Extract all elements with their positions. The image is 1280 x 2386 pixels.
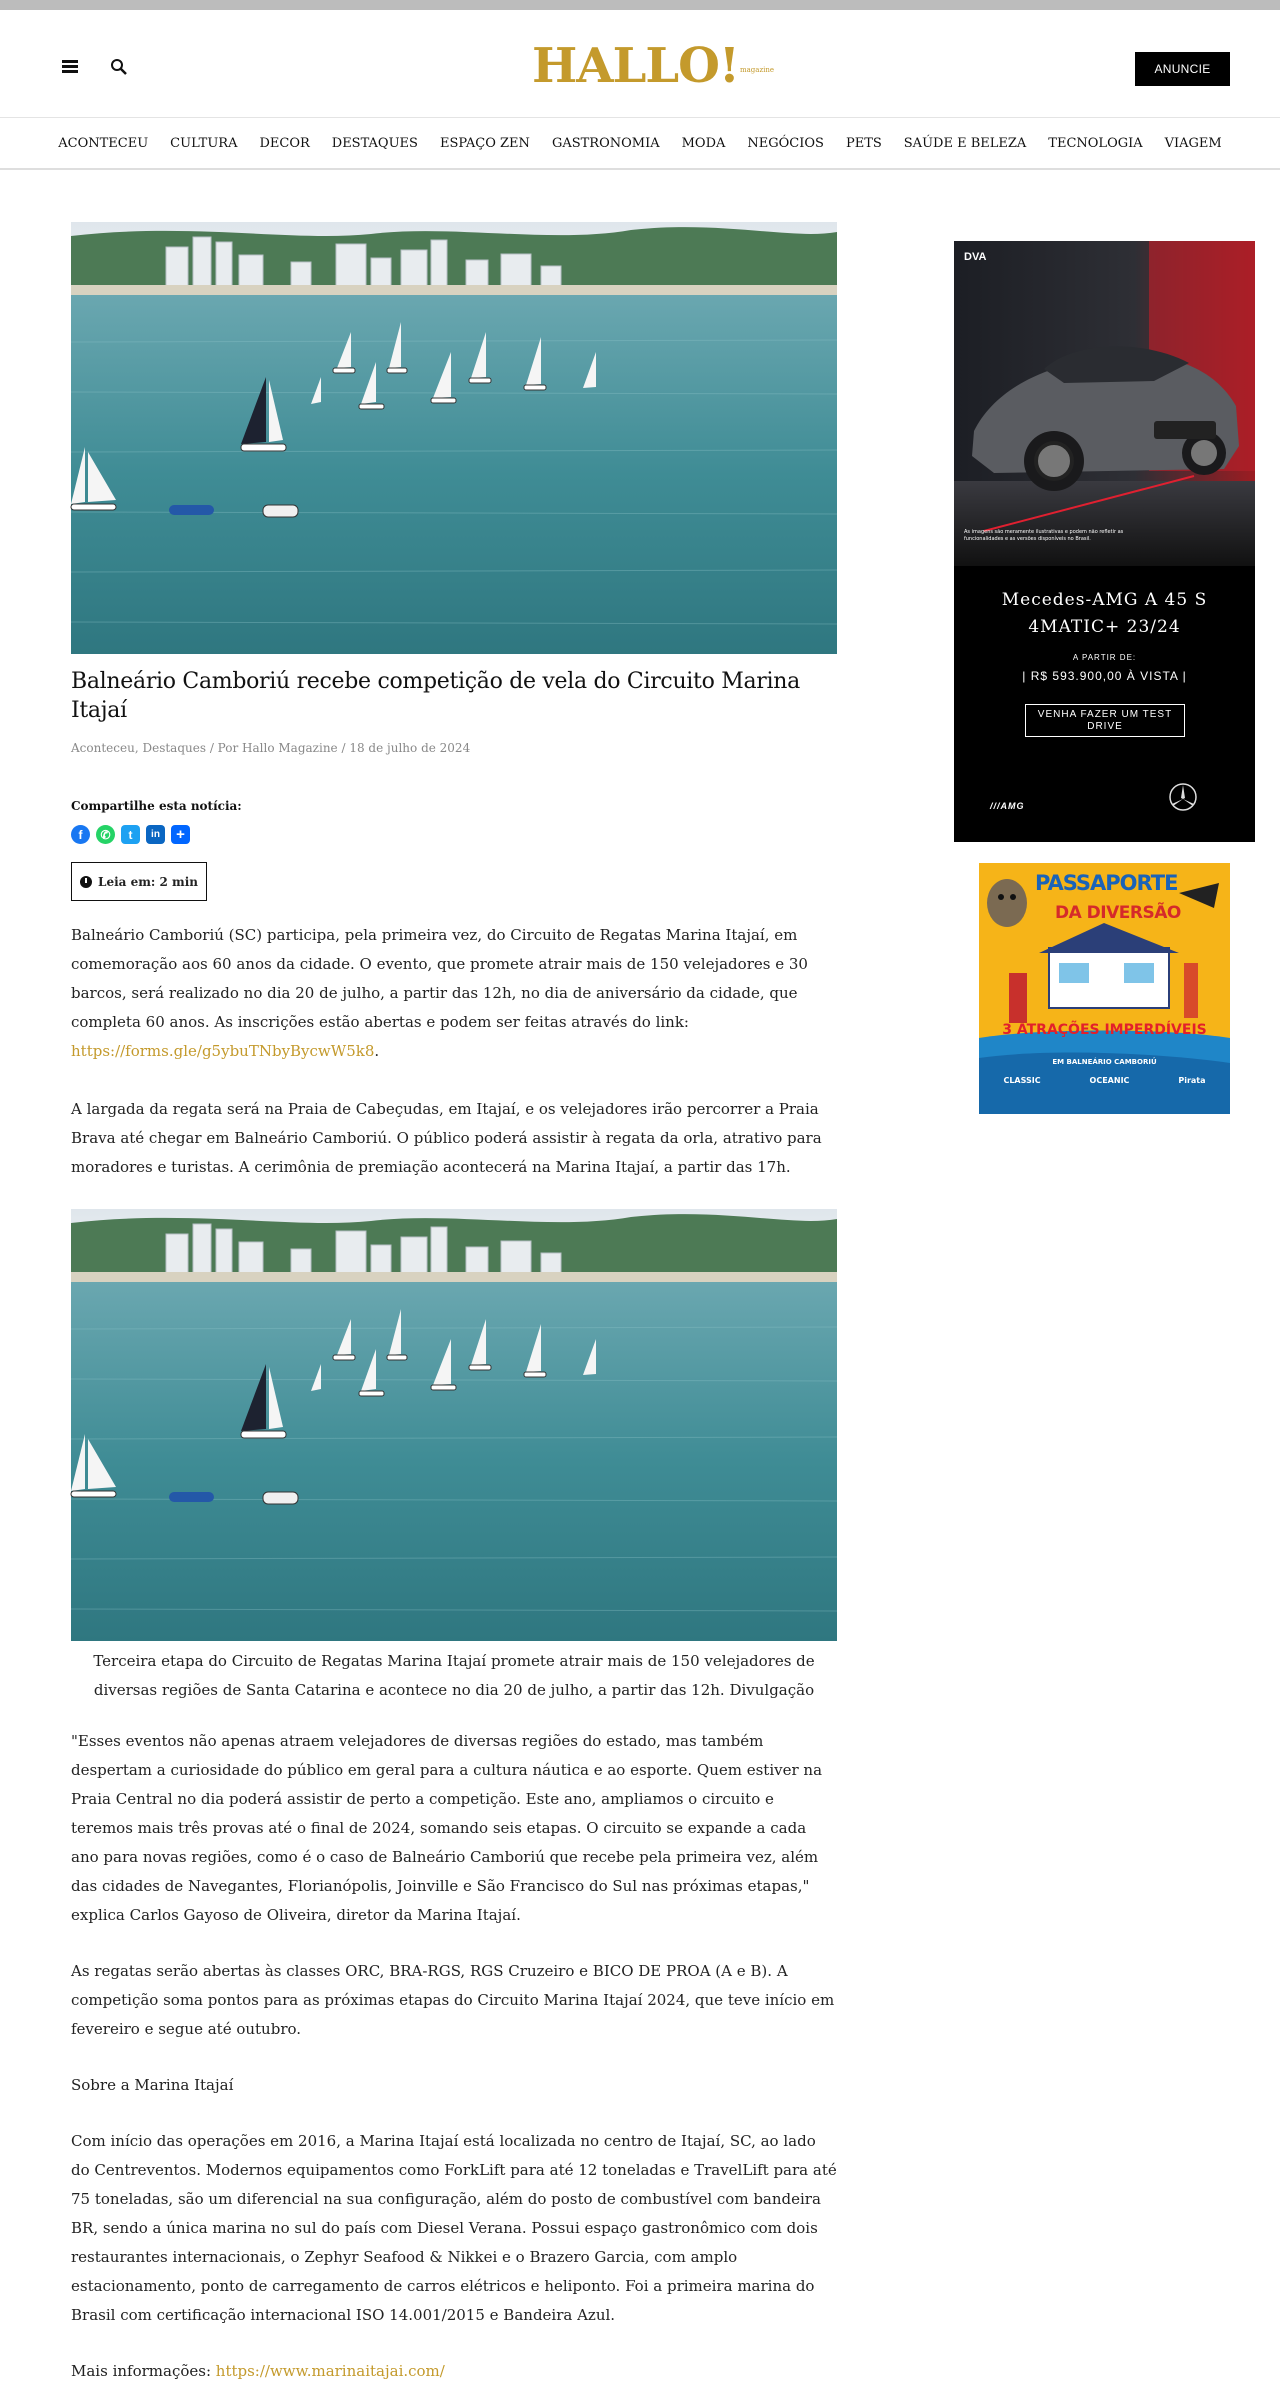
passaporte-brands (979, 1076, 1230, 1085)
meta-comma: , (134, 741, 143, 756)
article-title: Balneário Camboriú recebe competição de vela do Circuito Marina Itajaí (71, 669, 800, 723)
twitter-icon[interactable]: t (121, 825, 140, 844)
paragraph-7-text: Mais informações: (71, 2362, 216, 2381)
nav-item-tecnologia[interactable]: TECNOLOGIA (1048, 135, 1143, 151)
nav-item-gastronomia[interactable]: GASTRONOMIA (551, 135, 660, 151)
car-price-label: A PARTIR DE: (1072, 653, 1137, 662)
svg-text:funcionalidades e as versões d: funcionalidades e as versões disponíveis no Brasil. (964, 536, 1091, 542)
brand-oceanic: OCEANIC (1089, 1076, 1130, 1085)
image-caption: Terceira etapa do Circuito de Regatas Marina Itajaí promete atrair mais de 150 velejadores de diversas regiões de Santa Catarina e acontece no dia 20 de julho, a partir das 12h. Divulgação (93, 1652, 815, 1700)
passaporte-location: EM BALNEÁRIO CAMBORIÚ (1052, 1058, 1157, 1066)
nav-item-destaques[interactable]: DESTAQUES (331, 135, 418, 151)
main-nav (0, 118, 1280, 170)
nav-item-viagem[interactable]: VIAGEM (1164, 135, 1222, 151)
category-link-destaques[interactable]: Destaques (142, 741, 206, 756)
paragraph-2: A largada da regata será na Praia de Cabeçudas, em Itajaí, e os velejadores irão percorrer a Praia Brava até chegar em Balneário Camboriú. O público poderá assistir à regata da orla, atrativo para moradores e turistas. A cerimônia de premiação acontecerá na Marina Itajaí, a partir das 17h. (71, 1100, 822, 1177)
nav-item-sa-de-e-beleza[interactable]: SAÚDE E BELEZA (903, 135, 1027, 151)
brand-pirata: Pirata (1178, 1076, 1206, 1085)
paragraph-4: As regatas serão abertas às classes ORC, BRA-RGS, RGS Cruzeiro e BICO DE PROA (A e B). A competição soma pontos para as próximas etapas do Circuito Marina Itajaí 2024, que teve início em fevereiro e segue até outubro. (71, 1962, 835, 2039)
article (71, 222, 837, 2386)
hamburger-icon[interactable] (62, 60, 78, 73)
car-ad-image (954, 241, 1255, 566)
share-buttons (71, 825, 837, 844)
car-price: | R$ 593.900,00 À VISTA | (1022, 669, 1187, 683)
paragraph-1-end: . (374, 1042, 380, 1061)
category-link-aconteceu[interactable]: Aconteceu (71, 741, 135, 756)
nav-item-moda[interactable]: MODA (681, 135, 726, 151)
nav-item-neg-cios[interactable]: NEGÓCIOS (747, 135, 824, 151)
nav-item-espa-o-zen[interactable]: ESPAÇO ZEN (439, 135, 530, 151)
meta-separator: / Por (206, 741, 243, 756)
site-logo[interactable]: HALLO!magazine (532, 38, 775, 94)
read-time-badge (71, 862, 207, 901)
article-date: / 18 de julho de 2024 (337, 741, 471, 756)
car-ad[interactable] (954, 241, 1255, 842)
read-time-label: Leia em: 2 min (98, 874, 199, 889)
nav-item-pets[interactable]: PETS (845, 135, 882, 151)
paragraph-3: "Esses eventos não apenas atraem velejadores de diversas regiões do estado, mas também despertam a curiosidade do público em geral para a cultura náutica e ao esporte. Quem estiver na Praia Central no dia poderá assistir de perto a competição. Este ano, ampliamos o circuito e teremos mais três provas até o final de 2024, somando seis etapas. O circuito se expande a cada ano para novas regiões, como é o caso de Balneário Camboriú que recebe pela primeira vez, além das cidades de Navegantes, Florianópolis, Joinville e São Francisco do Sul nas próximas etapas," explica Carlos Gayoso de Oliveira, diretor da Marina Itajaí. (71, 1732, 823, 1925)
dealer-badge: DVA (964, 251, 987, 263)
amg-logo: ///AMG (990, 801, 1025, 811)
share-plus-icon[interactable]: + (171, 825, 190, 844)
linkedin-icon[interactable]: in (146, 825, 165, 844)
passaporte-title: PASSAPORTE (1035, 871, 1178, 895)
nav-item-aconteceu[interactable]: ACONTECEU (58, 135, 149, 151)
paragraph-1 (71, 921, 837, 1066)
signup-link[interactable]: https://forms.gle/g5ybuTNbyBycwW5k8 (71, 1042, 375, 1061)
mercedes-star-icon (1168, 782, 1198, 812)
nav-item-decor[interactable]: DECOR (259, 135, 310, 151)
anuncie-button[interactable]: ANUNCIE (1135, 52, 1230, 86)
svg-text:As imagens são meramente ilust: As imagens são meramente ilustrativas e podem não refletir as (964, 529, 1124, 535)
passaporte-subtitle: DA DIVERSÃO (1055, 903, 1181, 923)
author-link[interactable]: Hallo Magazine (242, 741, 338, 756)
passaporte-ad[interactable] (979, 863, 1230, 1114)
nav-item-cultura[interactable]: CULTURA (170, 135, 238, 151)
sidebar (954, 241, 1255, 1114)
whatsapp-icon[interactable]: ✆ (96, 825, 115, 844)
site-header (0, 10, 1280, 118)
passaporte-headline: 3 ATRAÇÕES IMPERDÍVEIS (1002, 1022, 1207, 1038)
marina-link[interactable]: https://www.marinaitajai.com/ (215, 2362, 445, 2381)
paragraph-1-text: Balneário Camboriú (SC) participa, pela primeira vez, do Circuito de Regatas Marina Itajaí, em comemoração aos 60 anos da cidade. O evento, que promete atrair mais de 150 velejadores e 30 barcos, será realizado no dia 20 de julho, a partir das 12h, no dia de aniversário da cidade, que completa 60 anos. As inscrições estão abertas e podem ser feitas através do link: (71, 926, 808, 1032)
hero-image (71, 222, 837, 654)
top-strip (0, 0, 1280, 10)
brand-classic: CLASSIC (1003, 1076, 1041, 1085)
paragraph-6: Com início das operações em 2016, a Marina Itajaí está localizada no centro de Itajaí, SC, ao lado do Centreventos. Modernos equipamentos como ForkLift para até 12 toneladas e TravelLift para até 75 toneladas, são um diferencial na sua configuração, além do posto de combustível com bandeira BR, sendo a única marina no sul do país com Diesel Verana. Possui espaço gastronômico com dois restaurantes internacionais, o Zephyr Seafood & Nikkei e o Brazero Garcia, com amplo estacionamento, ponto de carregamento de carros elétricos e heliponto. Foi a primeira marina do Brasil com certificação internacional ISO 14.001/2015 e Bandeira Azul. (71, 2132, 837, 2325)
article-meta (71, 741, 837, 755)
car-model: Mecedes-AMG A 45 S 4MATIC+ 23/24 (1001, 590, 1208, 637)
paragraph-5: Sobre a Marina Itajaí (71, 2076, 234, 2095)
article-image (71, 1209, 837, 1641)
clock-icon (80, 876, 92, 888)
test-drive-button[interactable]: VENHA FAZER UM TEST DRIVE (1025, 704, 1185, 737)
share-label: Compartilhe esta notícia: (71, 799, 242, 814)
paragraph-7 (71, 2357, 837, 2386)
search-icon[interactable] (110, 58, 128, 76)
facebook-icon[interactable]: f (71, 825, 90, 844)
